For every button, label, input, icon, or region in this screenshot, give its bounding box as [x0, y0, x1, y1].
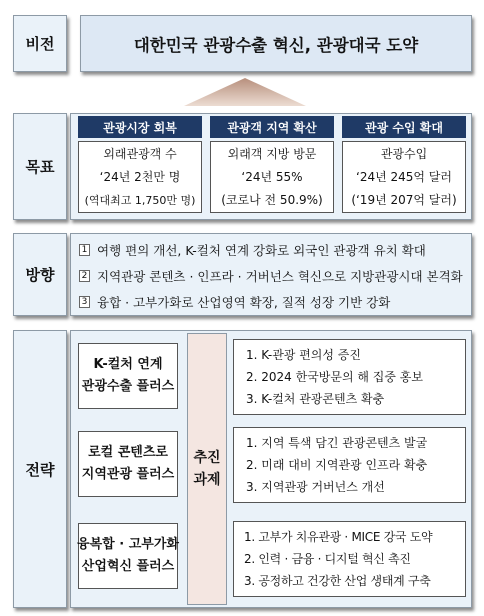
directions-panel [70, 233, 472, 316]
strategies-label-text: 전략 [25, 460, 55, 479]
task-item: 1. K-관광 편의성 증진 [246, 348, 361, 362]
task-list-1 [233, 339, 466, 415]
task-item: 2. 인력 · 금융 · 디지털 혁신 촉진 [244, 552, 411, 566]
goal-body-2 [210, 141, 334, 213]
strategy-box-1 [78, 343, 178, 409]
strategy-line: K-컬처 연계 [93, 357, 163, 372]
task-item: 3. 지역관광 거버넌스 개선 [246, 480, 385, 494]
direction-row-3 [79, 289, 471, 315]
vision-box [80, 15, 472, 72]
goal-body-1 [78, 141, 202, 213]
strategies-panel [70, 330, 472, 608]
strategy-box-2 [78, 431, 178, 497]
goal-line: ‘24년 245억 달러 [356, 169, 452, 184]
strategy-line: 산업혁신 플러스 [81, 559, 175, 574]
goal-line: (역대최고 1,750만 명) [84, 193, 196, 207]
goal-title-2 [210, 116, 334, 138]
goal-line: ‘24년 2천만 명 [99, 169, 181, 184]
goals-panel [70, 113, 472, 220]
directions-label [13, 233, 67, 316]
goal-line: ‘24년 55% [241, 169, 303, 184]
vision-text: 대한민국 관광수출 혁신, 관광대국 도약 [133, 35, 419, 55]
task-list-3 [233, 521, 466, 597]
strategy-line: 지역관광 플러스 [81, 467, 175, 482]
tasks-label [187, 333, 227, 605]
direction-text: 여행 편의 개선, K-컬처 연계 강화로 외국인 관광객 유치 확대 [97, 243, 426, 258]
strategy-line: 관광수출 플러스 [81, 379, 175, 394]
strategy-line: 융복합 · 고부가화 [77, 537, 179, 552]
directions-label-text: 방향 [25, 266, 55, 284]
goals-label [13, 113, 67, 220]
direction-number: 2 [79, 270, 90, 282]
strategies-label [13, 330, 67, 608]
goal-title-1 [78, 116, 202, 138]
direction-number: 1 [79, 244, 90, 256]
goal-line: (코로나 전 50.9%) [221, 192, 323, 207]
task-item: 1. 고부가 치유관광 · MICE 강국 도약 [244, 530, 433, 544]
goal-title-text: 관광시장 회복 [103, 120, 177, 135]
direction-number: 3 [79, 296, 90, 308]
direction-text: 융합 · 고부가화로 산업영역 확장, 질적 성장 기반 강화 [97, 295, 391, 310]
goals-label-text: 목표 [25, 158, 55, 176]
tasks-label-line: 추진 [193, 450, 221, 466]
goal-title-3 [342, 116, 466, 138]
strategy-line: 로컬 콘텐츠로 [88, 445, 168, 460]
strategy-box-3 [78, 523, 178, 589]
direction-text: 지역관광 콘텐츠 · 인프라 · 거버넌스 혁신으로 지방관광시대 본격화 [97, 269, 463, 284]
goal-title-text: 관광객 지역 확산 [227, 120, 317, 135]
task-list-2 [233, 427, 466, 503]
goal-title-text: 관광 수입 확대 [365, 120, 443, 135]
vision-label [13, 15, 67, 72]
goal-body-3 [342, 141, 466, 213]
task-item: 3. 공정하고 건강한 산업 생태계 구축 [244, 574, 431, 588]
task-item: 1. 지역 특색 담긴 관광콘텐츠 발굴 [246, 436, 428, 450]
vision-label-text: 비전 [25, 35, 55, 53]
goal-line: 관광수입 [380, 146, 428, 161]
task-item: 3. K-컬처 관광콘텐츠 확충 [246, 392, 385, 406]
task-item: 2. 미래 대비 지역관광 인프라 확충 [246, 458, 428, 472]
direction-row-1 [79, 237, 471, 263]
goal-line: 외래관광객 수 [103, 146, 177, 161]
task-item: 2. 2024 한국방문의 해 집중 홍보 [246, 370, 423, 384]
tasks-label-line: 과제 [193, 472, 221, 488]
goal-line: 외래객 지방 방문 [227, 146, 317, 161]
direction-row-2 [79, 263, 471, 289]
up-arrow-icon [180, 76, 310, 108]
goal-line: (‘19년 207억 달러) [351, 192, 457, 207]
